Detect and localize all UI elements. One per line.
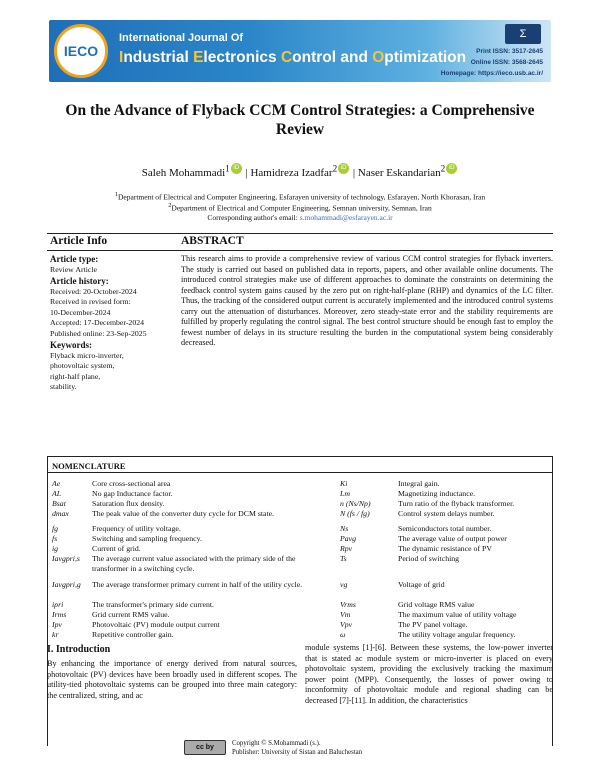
- nomenclature-symbol: n (Ns/Np): [340, 499, 371, 508]
- nomenclature-symbol: Rpv: [340, 544, 353, 553]
- nomenclature-description: No gap Inductance factor.: [92, 489, 173, 498]
- nomenclature-description: Grid current RMS value.: [92, 610, 170, 619]
- nomenclature-heading: NOMENCLATURE: [52, 461, 126, 471]
- nomenclature-symbol: Ae: [52, 479, 61, 488]
- nomenclature-symbol: Irms: [52, 610, 67, 619]
- copyright: Copyright © S.Mohammadi (s.).: [232, 740, 321, 747]
- nomenclature-symbol: vg: [340, 580, 348, 589]
- footer: [232, 740, 362, 757]
- abstract-heading: ABSTRACT: [181, 235, 244, 247]
- corresponding-author: Corresponding author's email: s.mohammadi@esfarayen.ac.ir: [207, 213, 393, 222]
- nomenclature-description: Control system delays number.: [398, 509, 495, 518]
- intro-paragraph-left: By enhancing the importance of energy derived from natural sources, photovoltaic (PV) devices have been broadly used in different scopes. The utility-tied photovoltaic systems can be grouped into three main category: the centralized, string, and ac: [47, 659, 297, 700]
- affiliation-2: $^2$Department of Electrical and Computer Engineering, Semnan university, Semnan, Iran: [168, 202, 432, 213]
- publisher-logo-icon: Σ: [505, 24, 541, 44]
- nomenclature-symbol: Ipv: [52, 620, 62, 629]
- nomenclature-description: Switching and sampling frequency.: [92, 534, 202, 543]
- nomenclature-symbol: dmax: [52, 509, 69, 518]
- cc-license-icon[interactable]: cc by: [184, 740, 226, 755]
- nomenclature-description: The average transformer primary current in half of the utility cycle.: [92, 580, 303, 589]
- journal-name-line1: International Journal Of: [119, 32, 244, 44]
- nomenclature-description: Voltage of grid: [398, 580, 445, 589]
- nomenclature-symbol: N (fs / fg): [340, 509, 370, 518]
- nomenclature-symbol: AL: [52, 489, 62, 498]
- online-issn: Online ISSN: 3568-2645: [470, 59, 543, 66]
- publisher: Publisher: University of Sistan and Baluchestan: [232, 748, 363, 756]
- corresponding-email-link[interactable]: s.mohammadi@esfarayen.ac.ir: [299, 213, 393, 222]
- nomenclature-description: The average value of output power: [398, 534, 507, 543]
- author-list: Saleh Mohammadi$^1$ iD | Hamidreza Izadfar$^2$ iD | Naser Eskandarian$^2$ iD: [0, 163, 600, 179]
- nomenclature-description: Frequency of utility voltage.: [92, 524, 181, 533]
- orcid-icon[interactable]: iD: [231, 163, 242, 174]
- journal-logo: IECO: [54, 24, 108, 78]
- nomenclature-description: The peak value of the converter duty cycle for DCM state.: [92, 509, 275, 518]
- nomenclature-symbol: fg: [52, 524, 59, 533]
- author-name: Naser Eskandarian: [357, 167, 441, 179]
- nomenclature-symbol: ω: [340, 630, 346, 639]
- nomenclature-description: Period of switching: [398, 554, 460, 563]
- nomenclature-description: Photovoltaic (PV) module output current: [92, 620, 220, 629]
- nomenclature-description: The utility voltage angular frequency.: [398, 630, 516, 639]
- divider: [47, 250, 553, 251]
- nomenclature-description: Saturation flux density.: [92, 499, 165, 508]
- affiliation-1: $^1$Department of Electrical and Computer Engineering, Esfarayen university of technology, Esfarayen, North Khorasan, Iran: [114, 191, 486, 202]
- article-info: Article type: Review Article Article history: Received: 20-October-2024 Received in revised form: 10-December-2024 Accepted: 17-December-2024 Published online: 23-Sep-2025 Keywords: Flyback micro-inverter, photovoltaic system, right-half plane, stability.: [50, 254, 147, 392]
- nomenclature-symbol: Vm: [340, 610, 351, 619]
- intro-paragraph-right: module systems [1]-[6]. Between these systems, the low-power inverter that is stated ac module system or micro-inverter is placed on every photovoltaic system, providing the exclusively tracking the maximum power point (MPP). Consequently, the losses of power owing to inconformity of photovoltaic module and regional shading can be decreased [7]-[11]. In addition, the characteristics: [305, 643, 553, 705]
- abstract-text: This research aims to provide a comprehensive review of various CCM control strategies for flyback inverters. The study is carried out based on published data in reports, papers, and other available online documents. The introduced control strategies make use of different approaches to dominate the constraints on determining the feedback control system gains caused by the zero put on right-half-plane (RHP) and dynamics of the LC filter. Thus, the tracking of the considered output current is accurately implemented and the introduced control systems carry out the attenuation of disturbances. Moreover, zero steady-state error and the stability requirements are fulfilled by properly regulating the control signal. The best control structure should be enough fast to employ the fewest number of delays in its structure resulting the burden in the computational system being considerably decreased.: [181, 254, 553, 347]
- paper-title: On the Advance of Flyback CCM Control Strategies: a Comprehensive Review: [65, 102, 535, 138]
- nomenclature-symbol: Ns: [340, 524, 349, 533]
- nomenclature-description: Integral gain.: [398, 479, 440, 488]
- orcid-icon[interactable]: iD: [446, 163, 457, 174]
- nomenclature-description: The dynamic resistance of PV: [398, 544, 492, 553]
- nomenclature-description: Turn ratio of the flyback transformer.: [398, 499, 515, 508]
- nomenclature-symbol: Vpv: [340, 620, 353, 629]
- homepage-link[interactable]: Homepage: https://ieco.usb.ac.ir/: [440, 70, 543, 77]
- nomenclature-symbol: ig: [52, 544, 59, 553]
- nomenclature-symbol: Ts: [340, 554, 347, 563]
- section-heading: I. Introduction: [47, 644, 111, 655]
- author-name: Saleh Mohammadi: [141, 167, 226, 179]
- nomenclature-description: Magnetizing inductance.: [398, 489, 476, 498]
- nomenclature-description: Repetitive controller gain.: [92, 630, 174, 639]
- journal-banner: [49, 20, 551, 82]
- nomenclature-symbol: Vrms: [340, 600, 356, 609]
- nomenclature-symbol: Ki: [340, 479, 348, 488]
- author-name: Hamidreza Izadfar: [250, 167, 333, 179]
- nomenclature-symbol: kr: [52, 630, 59, 639]
- article-info-heading: Article Info: [50, 235, 108, 247]
- nomenclature-symbol: Bsat: [52, 499, 66, 508]
- nomenclature-description: Core cross-sectional area: [92, 479, 171, 488]
- divider: [47, 472, 553, 473]
- print-issn: Print ISSN: 3517-2645: [476, 48, 543, 55]
- nomenclature-symbol: Iavgpri,s: [52, 554, 80, 563]
- orcid-icon[interactable]: iD: [338, 163, 349, 174]
- nomenclature-symbol: fs: [52, 534, 58, 543]
- journal-name-line2: Industrial Electronics Control and Optimization: [119, 49, 467, 66]
- nomenclature-description: Semiconductors total number.: [398, 524, 492, 533]
- nomenclature-symbol: ipri: [52, 600, 64, 609]
- nomenclature-symbol: Iavgpri,g: [52, 580, 81, 589]
- nomenclature-symbol: Pavg: [340, 534, 357, 543]
- divider: [47, 233, 553, 234]
- nomenclature-description: The PV panel voltage.: [398, 620, 468, 629]
- nomenclature-description: The average current value associated with the primary side of the transformer in a switching cycle.: [92, 554, 296, 573]
- nomenclature-description: Grid voltage RMS value: [398, 600, 475, 609]
- nomenclature-description: The transformer's primary side current.: [92, 600, 214, 609]
- nomenclature-description: The maximum value of utility voltage: [398, 610, 517, 619]
- nomenclature-symbol: Lm: [340, 489, 350, 498]
- nomenclature-description: Current of grid.: [92, 544, 141, 553]
